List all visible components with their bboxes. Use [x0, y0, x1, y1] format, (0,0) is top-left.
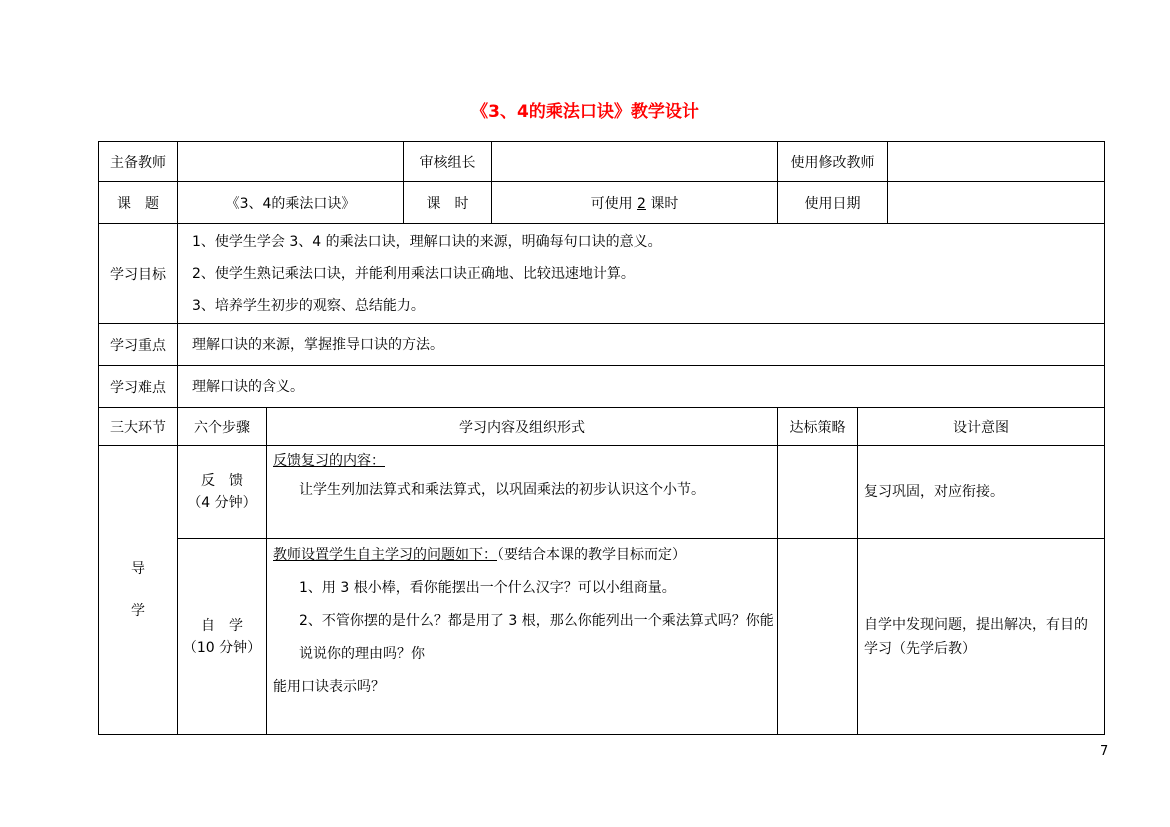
- col-header-intent: 设计意图: [858, 408, 1105, 446]
- topic-label: 课 题: [99, 182, 178, 224]
- goals-row: [99, 224, 1105, 324]
- step-paragraph: 1、用 3 根小棒，看你能摆出一个什么汉字？可以小组商量。: [299, 580, 676, 596]
- review-group-label: 审核组长: [404, 142, 492, 182]
- date-value: [888, 182, 1105, 224]
- step-heading: 教师设置学生自主学习的问题如下：: [273, 547, 497, 563]
- key-points-content: [178, 324, 1105, 366]
- goals-content: [178, 224, 1105, 324]
- key-points-row: [99, 324, 1105, 366]
- step-strategy: [778, 446, 858, 539]
- lesson-plan-table: [98, 141, 1105, 735]
- step-content: [267, 539, 778, 735]
- stage-char: 学: [131, 603, 145, 619]
- goal-item: 2、使学生熟记乘法口诀，并能利用乘法口诀正确地、比较迅速地计算。: [192, 265, 635, 282]
- modify-teacher-value: [888, 142, 1105, 182]
- step-row-feedback: [99, 446, 1105, 539]
- step-strategy: [778, 539, 858, 735]
- header-row-topic: [99, 182, 1105, 224]
- goal-item: 3、培养学生初步的观察、总结能力。: [192, 297, 425, 314]
- step-heading-note: （要结合本课的教学目标而定）: [497, 547, 686, 563]
- goal-item: 1、使学生学会 3、4 的乘法口诀，理解口诀的来源，明确每句口诀的意义。: [192, 233, 662, 250]
- period-prefix: 可使用: [590, 195, 638, 212]
- step-paragraph: 让学生列加法算式和乘法算式，以巩固乘法的初步认识这个小节。: [299, 482, 705, 498]
- col-header-strategy: 达标策略: [778, 408, 858, 446]
- page-number: 7: [1100, 744, 1109, 759]
- difficulties-text: 理解口诀的含义。: [192, 378, 304, 395]
- step-intent: 自学中发现问题，提出解决，有目的学习（先学后教）: [858, 539, 1105, 735]
- step-duration: （4 分钟）: [187, 495, 257, 511]
- period-label: 课 时: [404, 182, 492, 224]
- step-name: 反 馈: [201, 473, 243, 489]
- step-intent: 复习巩固，对应衔接。: [858, 446, 1105, 539]
- step-content: [267, 446, 778, 539]
- lead-teacher-label: 主备教师: [99, 142, 178, 182]
- period-suffix: 课时: [645, 195, 679, 212]
- col-header-stage: 三大环节: [99, 408, 178, 446]
- date-label: 使用日期: [778, 182, 888, 224]
- key-points-text: 理解口诀的来源，掌握推导口诀的方法。: [192, 336, 444, 353]
- step-paragraph: 2、不管你摆的是什么？都是用了 3 根，那么你能列出一个乘法算式吗？你能说说你的理由吗？你: [299, 613, 774, 662]
- modify-teacher-label: 使用修改教师: [778, 142, 888, 182]
- step-duration: （10 分钟）: [182, 639, 262, 656]
- review-group-value: [492, 142, 778, 182]
- header-row-teachers: [99, 142, 1105, 182]
- topic-value: 《3、4的乘法口诀》: [178, 182, 404, 224]
- step-paragraph: 能用口诀表示吗？: [273, 679, 385, 695]
- goals-label: 学习目标: [99, 224, 178, 324]
- step-name-cell: [178, 539, 267, 735]
- step-heading: 反馈复习的内容：: [273, 453, 385, 469]
- difficulties-label: 学习难点: [99, 366, 178, 408]
- col-header-content: 学习内容及组织形式: [267, 408, 778, 446]
- step-name-cell: [178, 446, 267, 539]
- lead-teacher-value: [178, 142, 404, 182]
- difficulties-row: [99, 366, 1105, 408]
- step-row-selfstudy: [99, 539, 1105, 735]
- stage-char: 导: [131, 561, 145, 577]
- period-value: [492, 182, 778, 224]
- col-header-steps: 六个步骤: [178, 408, 267, 446]
- difficulties-content: [178, 366, 1105, 408]
- key-points-label: 学习重点: [99, 324, 178, 366]
- period-count: 2: [637, 195, 646, 212]
- column-header-row: [99, 408, 1105, 446]
- stage-cell: [99, 446, 178, 735]
- step-name: 自 学: [201, 617, 243, 634]
- page-title: 《3、4的乘法口诀》教学设计: [471, 102, 699, 122]
